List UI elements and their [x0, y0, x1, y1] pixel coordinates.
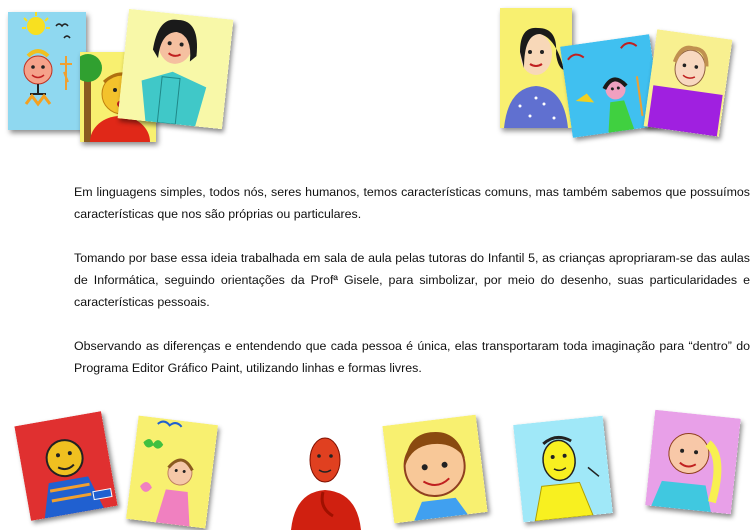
paragraph-3: Observando as diferenças e entendendo que cada pessoa é única, elas transportaram toda imaginação para “dentro” do Programa Editor Gráfico Paint, utilizando linhas e formas livres.	[74, 339, 750, 375]
drawing-3	[118, 9, 234, 129]
drawing-4	[500, 8, 572, 128]
drawing-7	[14, 411, 117, 521]
child-drawing-purple-icon	[644, 29, 733, 137]
child-drawing-red-icon	[14, 411, 117, 521]
child-drawing-blonde-icon	[645, 410, 741, 514]
drawing-8	[126, 416, 218, 529]
child-drawing-face-icon	[382, 415, 487, 524]
child-drawing-butterfly-icon	[126, 416, 218, 529]
child-drawing-woman-icon	[500, 8, 572, 128]
drawing-10	[382, 415, 487, 524]
drawing-6	[644, 29, 733, 137]
child-drawing-red-figure-icon	[283, 430, 369, 530]
drawing-9	[283, 430, 369, 530]
paragraph-1: Em linguagens simples, todos nós, seres humanos, temos características comuns, mas também sabemos que possuímos características que nos são próprias ou particulares.	[74, 185, 750, 221]
article-text	[74, 181, 750, 401]
paragraph-2: Tomando por base essa ideia trabalhada em sala de aula pelas tutoras do Infantil 5, as crianças apropriaram-se das aulas de Informática, seguindo orientações da Profª Gisele, para simbolizar, por meio do desenho, suas particularidades e características pessoais.	[74, 251, 750, 309]
drawing-11	[513, 416, 613, 523]
child-drawing-teal-shirt-icon	[118, 9, 234, 129]
drawing-12	[645, 410, 741, 514]
drawing-1	[8, 12, 86, 130]
child-drawing-sun-icon	[8, 12, 86, 130]
child-drawing-yellow-icon	[513, 416, 613, 523]
